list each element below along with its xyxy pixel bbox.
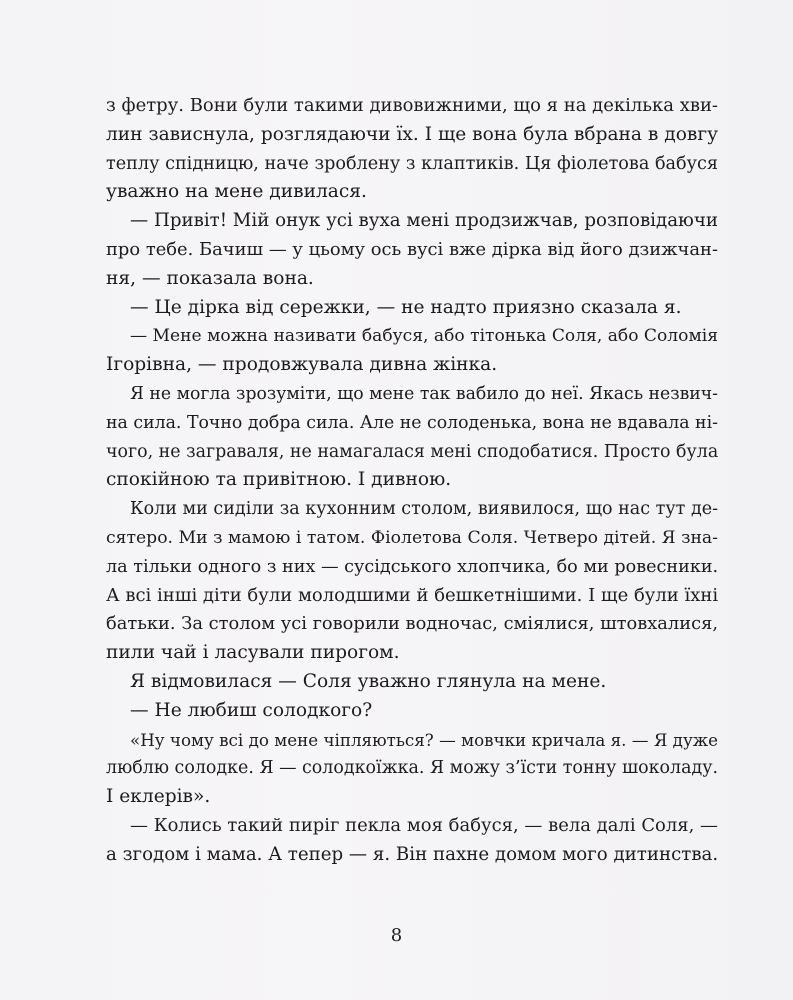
text-line: про тебе. Бачиш — у цьому ось вусі вже дірка від його дзижчан-: [106, 238, 718, 260]
page-number: 8: [390, 925, 403, 946]
text-line: — Не любиш солодкого?: [130, 699, 373, 721]
text-line: Коли ми сиділи за кухонним столом, виявилося, що нас тут де-: [130, 499, 719, 520]
text-line: ня, — показала вона.: [106, 267, 314, 289]
text-line: А всі інші діти були молодшими й бешкетнішими. І ще були їхні: [106, 584, 719, 606]
text-line: на сила. Точно добра сила. Але не солоденька, вона не вдавала ні-: [106, 412, 718, 433]
text-line: з фетру. Вони були такими дивовижними, що я на декілька хви-: [106, 95, 718, 116]
text-line: уважно на мене дивилася.: [106, 181, 367, 203]
text-line: спокійною та привітною. І дивною.: [106, 469, 452, 491]
text-line: батьки. За столом усі говорили водночас, сміялися, штовхалися,: [106, 613, 718, 635]
text-line: пили чай і ласували пирогом.: [106, 642, 400, 664]
text-line: чого, не заграваля, не намагалася мені сподобатися. Просто була: [106, 441, 719, 462]
text-line: лин зависнула, розглядаючи їх. І ще вона була вбрана в довгу: [106, 123, 718, 145]
text-line: теплу спідницю, наче зроблену з клаптиків. Ця фіолетова бабуся: [106, 153, 718, 174]
body-text: [106, 92, 718, 870]
text-line: Я не могла зрозуміти, що мене так вабило до неї. Якась незвич-: [130, 383, 718, 404]
text-line: І еклерів».: [106, 786, 211, 808]
text-line: — Привіт! Мій онук усі вуха мені продзижчав, розповідаючи: [130, 210, 719, 232]
text-line: Я відмовилася — Соля уважно глянула на мене.: [130, 670, 607, 692]
text-line: — Це дірка від сережки, — не надто приязно сказала я.: [130, 296, 682, 318]
text-line: — Колись такий пиріг пекла моя бабуся, — вела далі Соля, —: [130, 814, 718, 836]
text-line: Ігорівна, — продовжувала дивна жінка.: [106, 354, 498, 376]
text-line: а згодом і мама. А тепер — я. Він пахне домом мого дитинства.: [106, 843, 719, 865]
text-line: — Мене можна називати бабуся, або тітонька Соля, або Соломія: [130, 326, 718, 347]
text-line: люблю солодке. Я — солодкоїжка. Я можу з’їсти тонну шоколаду.: [106, 758, 719, 779]
text-line: ла тільки одного з них — сусідського хлопчика, бо ми ровесники.: [106, 556, 719, 577]
text-line: «Ну чому всі до мене чіпляються? — мовчки кричала я. — Я дуже: [130, 729, 718, 750]
text-line: сятеро. Ми з мамою і татом. Фіолетова Соля. Четверо дітей. Я зна-: [106, 527, 718, 548]
